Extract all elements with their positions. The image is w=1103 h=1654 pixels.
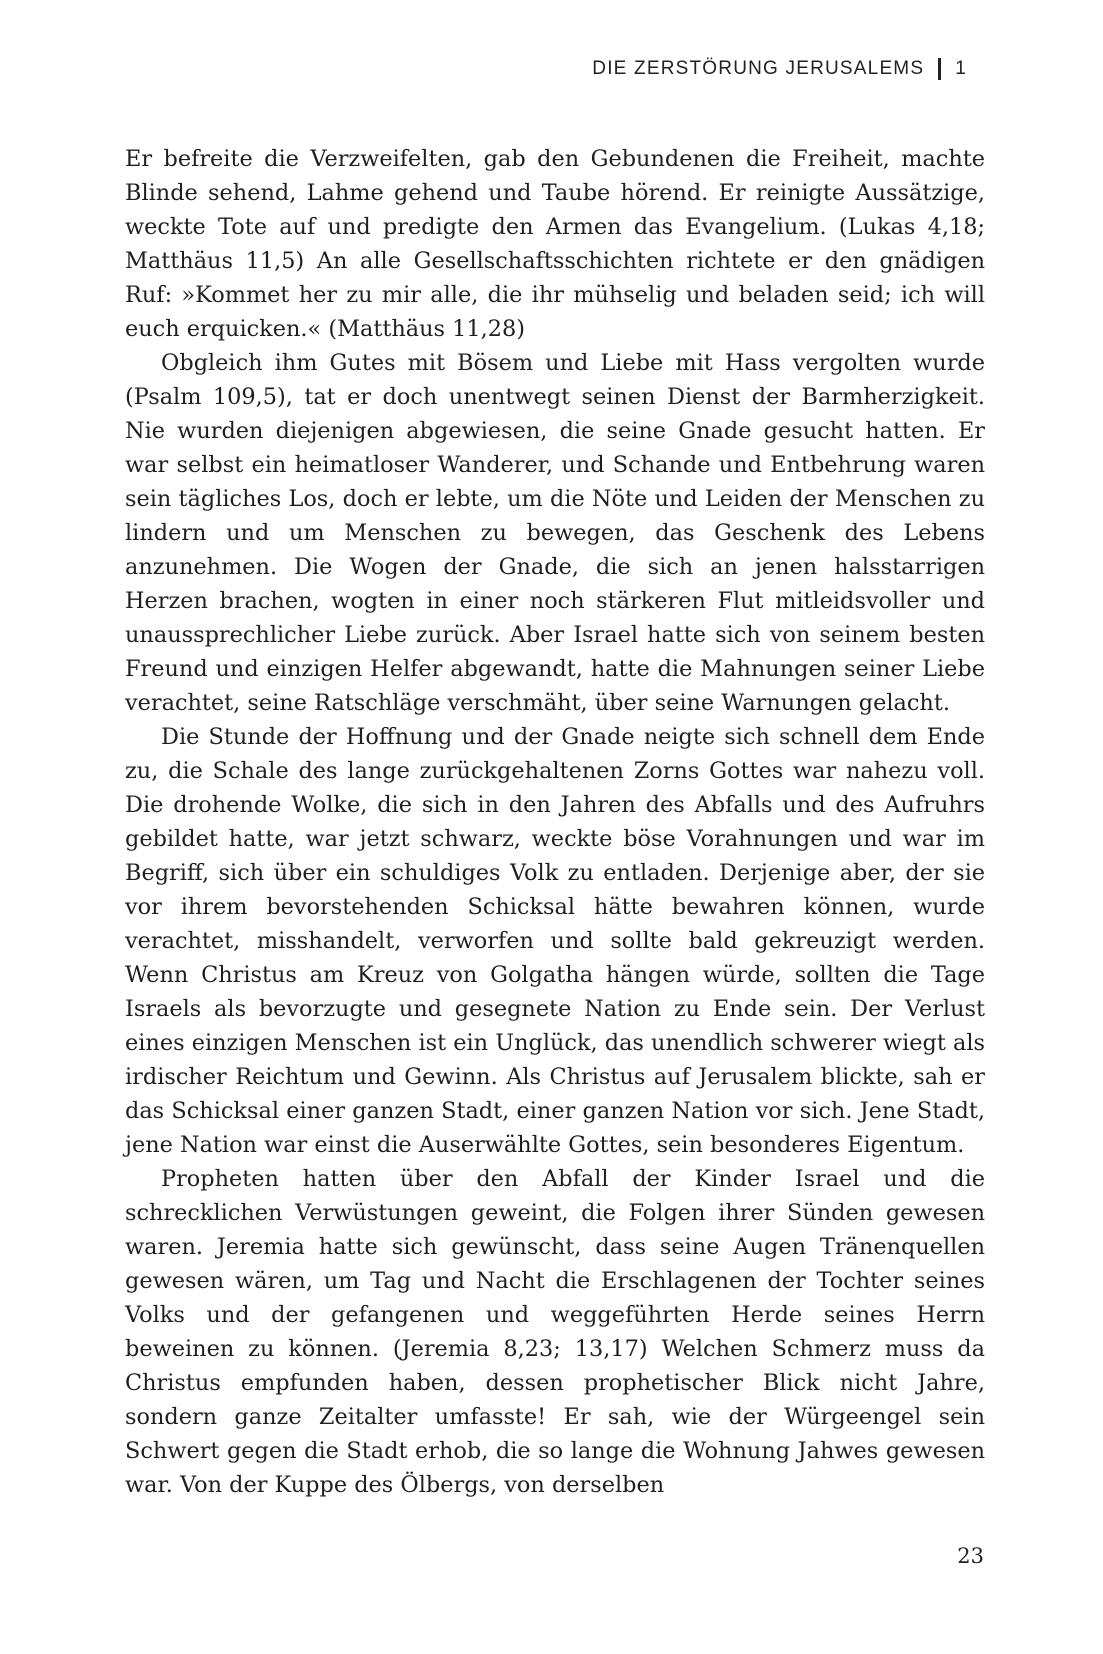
- header-separator: [938, 58, 941, 80]
- chapter-number: 1: [955, 58, 967, 79]
- running-title: DIE ZERSTÖRUNG JERUSALEMS: [592, 58, 925, 79]
- paragraph-3: Die Stunde der Hoffnung und der Gnade neigte sich schnell dem Ende zu, die Schale des lange zurückgehaltenen Zorns Gottes war nahezu voll. Die drohende Wolke, die sich in den Jahren des Abfalls und des Aufruhrs gebildet hatte, war jetzt schwarz, weckte böse Vorahnungen und war im Begriff, sich über ein schuldiges Volk zu entladen. Derjenige aber, der sie vor ihrem bevorstehenden Schicksal hätte bewahren können, wurde verachtet, misshandelt, verworfen und sollte bald gekreuzigt werden. Wenn Christus am Kreuz von Golgatha hängen würde, sollten die Tage Israels als bevorzugte und gesegnete Nation zu Ende sein. Der Verlust eines einzigen Menschen ist ein Unglück, das unendlich schwerer wiegt als irdischer Reichtum und Gewinn. Als Christus auf Jerusalem blickte, sah er das Schicksal einer ganzen Stadt, einer ganzen Nation vor sich. Jene Stadt, jene Nation war einst die Auserwählte Gottes, sein besonderes Eigentum.: [125, 724, 985, 1158]
- paragraph-2: Obgleich ihm Gutes mit Bösem und Liebe mit Hass vergolten wurde (Psalm 109,5), tat er doch unentwegt seinen Dienst der Barmherzigkeit. Nie wurden diejenigen abgewiesen, die seine Gnade gesucht hatten. Er war selbst ein heimatloser Wanderer, und Schande und Entbehrung waren sein tägliches Los, doch er lebte, um die Nöte und Leiden der Menschen zu lindern und um Menschen zu bewegen, das Geschenk des Lebens anzunehmen. Die Wogen der Gnade, die sich an jenen halsstarrigen Herzen brachen, wogten in einer noch stärkeren Flut mitleidsvoller und unaussprechlicher Liebe zurück. Aber Israel hatte sich von seinem besten Freund und einzigen Helfer abgewandt, hatte die Mahnungen seiner Liebe verachtet, seine Ratschläge verschmäht, über seine Warnungen gelacht.: [125, 350, 985, 716]
- paragraph-1: Er befreite die Verzweifelten, gab den Gebundenen die Freiheit, machte Blinde sehend, Lahme gehend und Taube hörend. Er reinigte Aussätzige, weckte Tote auf und predigte den Armen das Evangelium. (Lukas 4,18; Matthäus 11,5) An alle Gesellschaftsschichten richtete er den gnädigen Ruf: »Kommet her zu mir alle, die ihr mühselig und beladen seid; ich will euch erquicken.« (Matthäus 11,28): [125, 146, 985, 342]
- page-number: 23: [957, 1544, 984, 1568]
- paragraph-4: Propheten hatten über den Abfall der Kinder Israel und die schrecklichen Verwüstungen geweint, die Folgen ihrer Sünden gewesen waren. Jeremia hatte sich gewünscht, dass seine Augen Tränenquellen gewesen wären, um Tag und Nacht die Erschlagenen der Tochter seines Volks und der gefangenen und weggeführten Herde seines Herrn beweinen zu können. (Jeremia 8,23; 13,17) Welchen Schmerz muss da Christus empfunden haben, dessen prophetischer Blick nicht Jahre, sondern ganze Zeitalter umfasste! Er sah, wie der Würgeengel sein Schwert gegen die Stadt erhob, die so lange die Wohnung Jahwes gewesen war. Von der Kuppe des Ölbergs, von derselben: [125, 1166, 985, 1498]
- running-head: [592, 58, 967, 80]
- body-text: [125, 142, 985, 1502]
